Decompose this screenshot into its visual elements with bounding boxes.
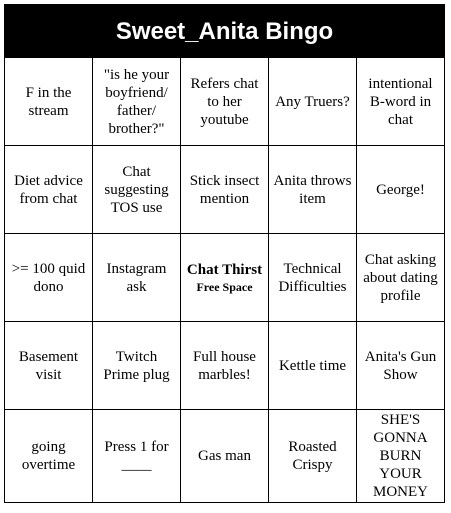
bingo-cell[interactable]: Chat suggesting TOS use (93, 146, 181, 234)
bingo-cell[interactable]: Anita's Gun Show (357, 322, 444, 410)
bingo-cell[interactable]: George! (357, 146, 444, 234)
bingo-cell[interactable]: Technical Difficulties (269, 234, 357, 322)
bingo-cell[interactable]: Gas man (181, 410, 269, 502)
bingo-title: Sweet_Anita Bingo (5, 5, 444, 58)
bingo-cell[interactable]: Diet advice from chat (5, 146, 93, 234)
bingo-cell[interactable]: Press 1 for ____ (93, 410, 181, 502)
bingo-cell[interactable]: intentional B-word in chat (357, 58, 444, 146)
bingo-cell[interactable]: Anita throws item (269, 146, 357, 234)
bingo-cell[interactable]: Roasted Crispy (269, 410, 357, 502)
bingo-cell[interactable]: Basement visit (5, 322, 93, 410)
bingo-grid (5, 58, 444, 502)
bingo-cell[interactable]: Full house marbles! (181, 322, 269, 410)
bingo-cell[interactable]: Stick insect mention (181, 146, 269, 234)
bingo-cell[interactable]: Chat asking about dating profile (357, 234, 444, 322)
bingo-cell[interactable]: "is he your boyfriend/ father/ brother?" (93, 58, 181, 146)
bingo-cell[interactable]: Any Truers? (269, 58, 357, 146)
bingo-cell[interactable]: Twitch Prime plug (93, 322, 181, 410)
bingo-card (4, 4, 445, 503)
bingo-cell[interactable]: F in the stream (5, 58, 93, 146)
bingo-cell[interactable]: going overtime (5, 410, 93, 502)
bingo-cell[interactable]: SHE'S GONNA BURN YOUR MONEY (373, 412, 428, 500)
free-space-sublabel: Free Space (196, 279, 253, 294)
bingo-cell[interactable]: Kettle time (269, 322, 357, 410)
bingo-cell[interactable]: >= 100 quid dono (5, 234, 93, 322)
bingo-cell[interactable]: Refers chat to her youtube (181, 58, 269, 146)
free-space-cell[interactable] (181, 234, 269, 322)
bingo-cell[interactable]: Instagram ask (93, 234, 181, 322)
free-space-label: Chat Thirst (186, 261, 263, 278)
